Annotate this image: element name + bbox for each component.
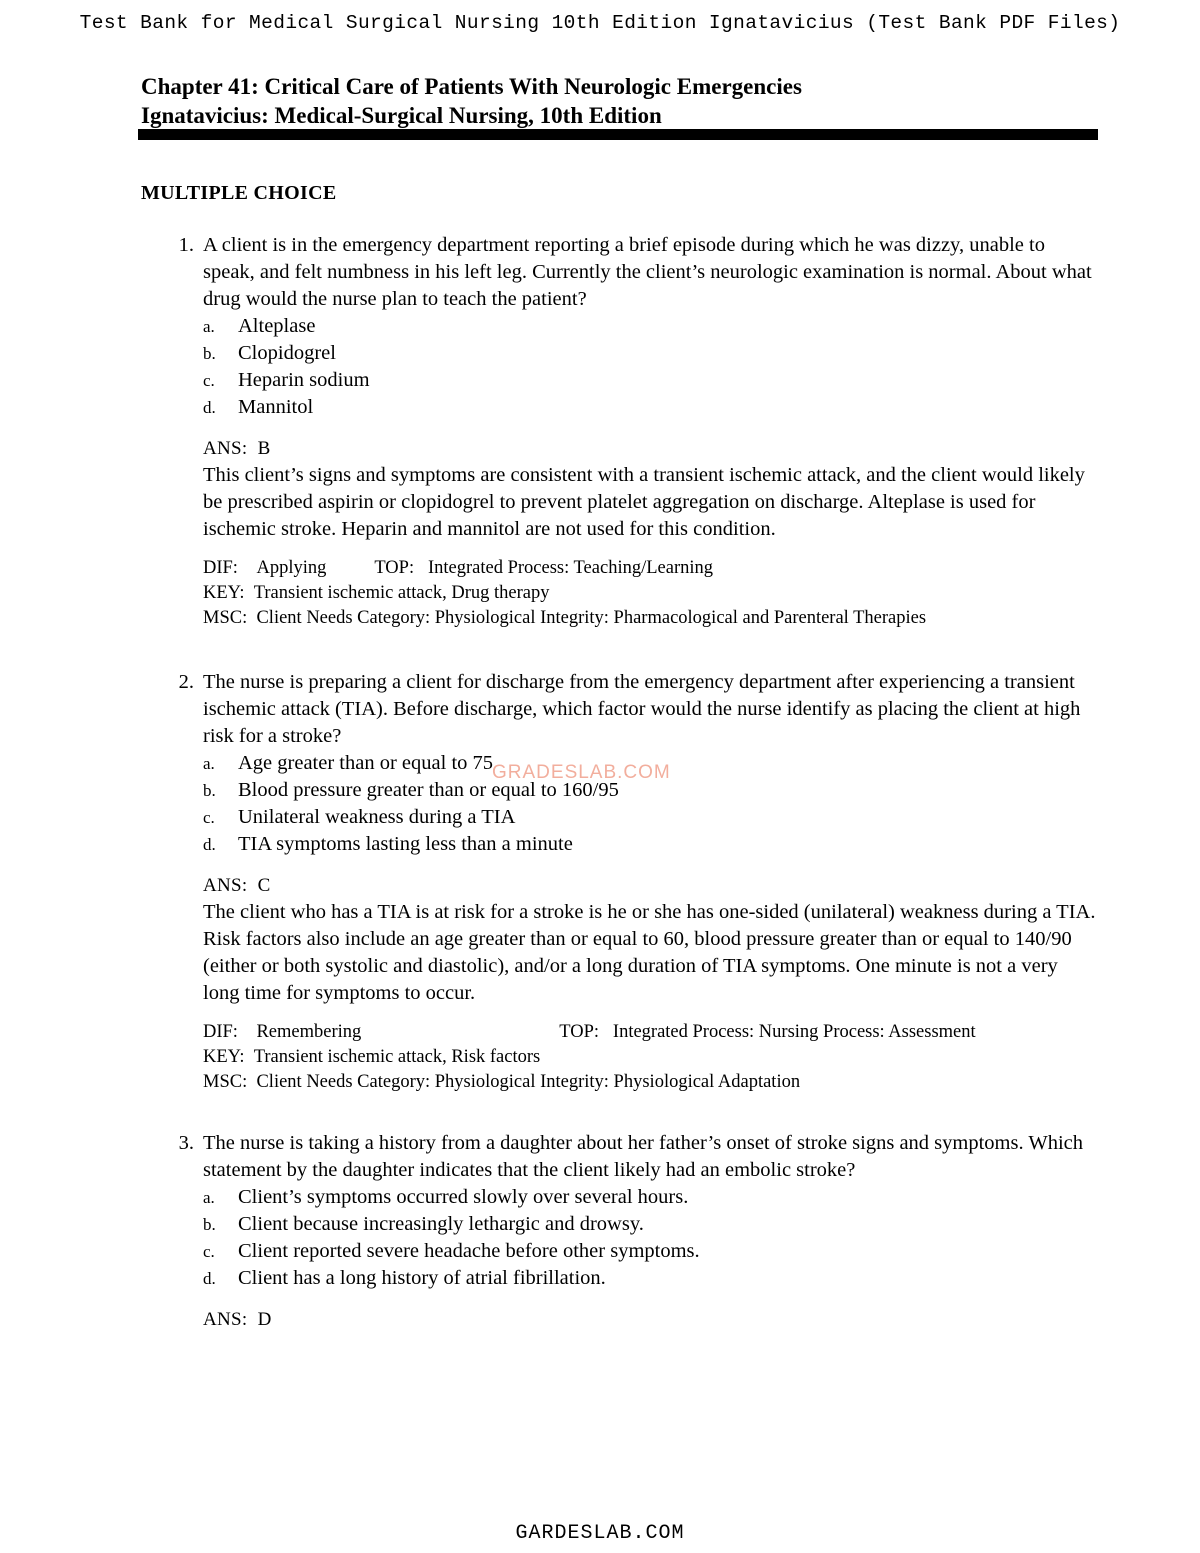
answer-line [203,872,1098,899]
option-text: Clopidogrel [238,342,336,364]
dif-label: DIF: [203,1022,238,1042]
option-letter: b. [203,1215,216,1234]
answer-value: C [257,875,271,896]
question-metadata [203,556,1098,631]
option-letter: d. [203,1269,216,1288]
question-2 [168,669,1098,1095]
top-label: TOP: [374,558,415,578]
option-text: Age greater than or equal to 75 [238,752,494,774]
answer-options [203,313,1098,421]
question-number: 1. [178,234,194,256]
option-text: Client because increasingly lethargic and drowsy. [238,1213,644,1235]
answer-label: ANS: [203,875,248,896]
question-number: 2. [178,671,194,693]
option-text: TIA symptoms lasting less than a minute [238,833,573,855]
option-text: Mannitol [238,396,314,418]
msc-label: MSC: [203,1072,248,1092]
dif-value: Remembering [256,1022,362,1042]
key-value: Transient ischemic attack, Drug therapy [253,583,550,603]
msc-label: MSC: [203,608,248,628]
page-banner: Test Bank for Medical Surgical Nursing 10th Edition Ignatavicius (Test Bank PDF Files) [79,12,1121,34]
option-letter: c. [203,1242,215,1261]
option-c [203,367,1098,394]
option-letter: c. [203,808,215,827]
question-stem: A client is in the emergency department reporting a brief episode during which he was dizzy, unable to speak, and felt numbness in his left leg. Currently the client’s neurologic examination is normal. About what drug would the nurse plan to teach the patient? [203,234,1092,310]
option-letter: b. [203,781,216,800]
msc-value: Client Needs Category: Physiological Integrity: Pharmacological and Parenteral Therapies [256,608,927,628]
option-text: Client has a long history of atrial fibrillation. [238,1267,606,1289]
key-value: Transient ischemic attack, Risk factors [253,1047,541,1067]
answer-value: D [257,1309,272,1330]
top-label: TOP: [559,1022,600,1042]
key-label: KEY: [203,583,245,603]
section-title: MULTIPLE CHOICE [141,182,337,204]
page-footer: GARDESLAB.COM [515,1522,685,1545]
question-number: 3. [178,1132,194,1154]
answer-line [203,435,1098,462]
chapter-header [141,72,1101,130]
header-rule [138,129,1098,140]
option-d [203,394,1098,421]
option-letter: a. [203,754,215,773]
dif-value: Applying [256,558,327,578]
watermark: GRADESLAB.COM [492,762,671,783]
option-b [203,1211,1098,1238]
option-c [203,804,1098,831]
option-text: Alteplase [238,315,316,337]
top-value: Integrated Process: Nursing Process: Assessment [612,1022,976,1042]
option-text: Unilateral weakness during a TIA [238,806,516,828]
answer-line [203,1306,1098,1333]
question-stem: The nurse is preparing a client for discharge from the emergency department after experiencing a transient ischemic attack (TIA). Before discharge, which factor would the nurse identify as placing the client at high risk for a stroke? [203,671,1081,747]
top-value: Integrated Process: Teaching/Learning [427,558,713,578]
option-letter: c. [203,371,215,390]
msc-value: Client Needs Category: Physiological Integrity: Physiological Adaptation [256,1072,801,1092]
dif-label: DIF: [203,558,238,578]
key-label: KEY: [203,1047,245,1067]
rationale: This client’s signs and symptoms are consistent with a transient ischemic attack, and the client would likely be prescribed aspirin or clopidogrel to prevent platelet aggregation on discharge. Alteplase is used for ischemic stroke. Heparin and mannitol are not used for this condition. [203,464,1085,540]
question-stem: The nurse is taking a history from a daughter about her father’s onset of stroke signs and symptoms. Which statement by the daughter indicates that the client likely had an embolic stroke? [203,1132,1083,1181]
option-text: Heparin sodium [238,369,370,391]
option-letter: a. [203,1188,215,1207]
option-letter: d. [203,835,216,854]
option-letter: a. [203,317,215,336]
option-letter: d. [203,398,216,417]
question-1 [168,232,1098,631]
question-3 [168,1130,1098,1333]
chapter-title: Chapter 41: Critical Care of Patients With Neurologic Emergencies [141,74,802,99]
rationale: The client who has a TIA is at risk for a stroke is he or she has one-sided (unilateral) weakness during a TIA. Risk factors also include an age greater than or equal to 60, blood pressure greater than or equal to 140/90 (either or both systolic and diastolic), and/or a long duration of TIA symptoms. One minute is not a very long time for symptoms to occur. [203,901,1096,1004]
option-d [203,1265,1098,1292]
option-text: Client’s symptoms occurred slowly over several hours. [238,1186,689,1208]
option-d [203,831,1098,858]
answer-value: B [257,438,271,459]
option-text: Client reported severe headache before other symptoms. [238,1240,700,1262]
option-a [203,1184,1098,1211]
answer-label: ANS: [203,1309,248,1330]
option-text: Blood pressure greater than or equal to 160/95 [238,779,619,801]
answer-label: ANS: [203,438,248,459]
answer-options [203,1184,1098,1292]
option-b [203,340,1098,367]
question-metadata [203,1020,1098,1095]
option-letter: b. [203,344,216,363]
option-a [203,313,1098,340]
book-title: Ignatavicius: Medical-Surgical Nursing, 10th Edition [141,103,662,128]
option-c [203,1238,1098,1265]
